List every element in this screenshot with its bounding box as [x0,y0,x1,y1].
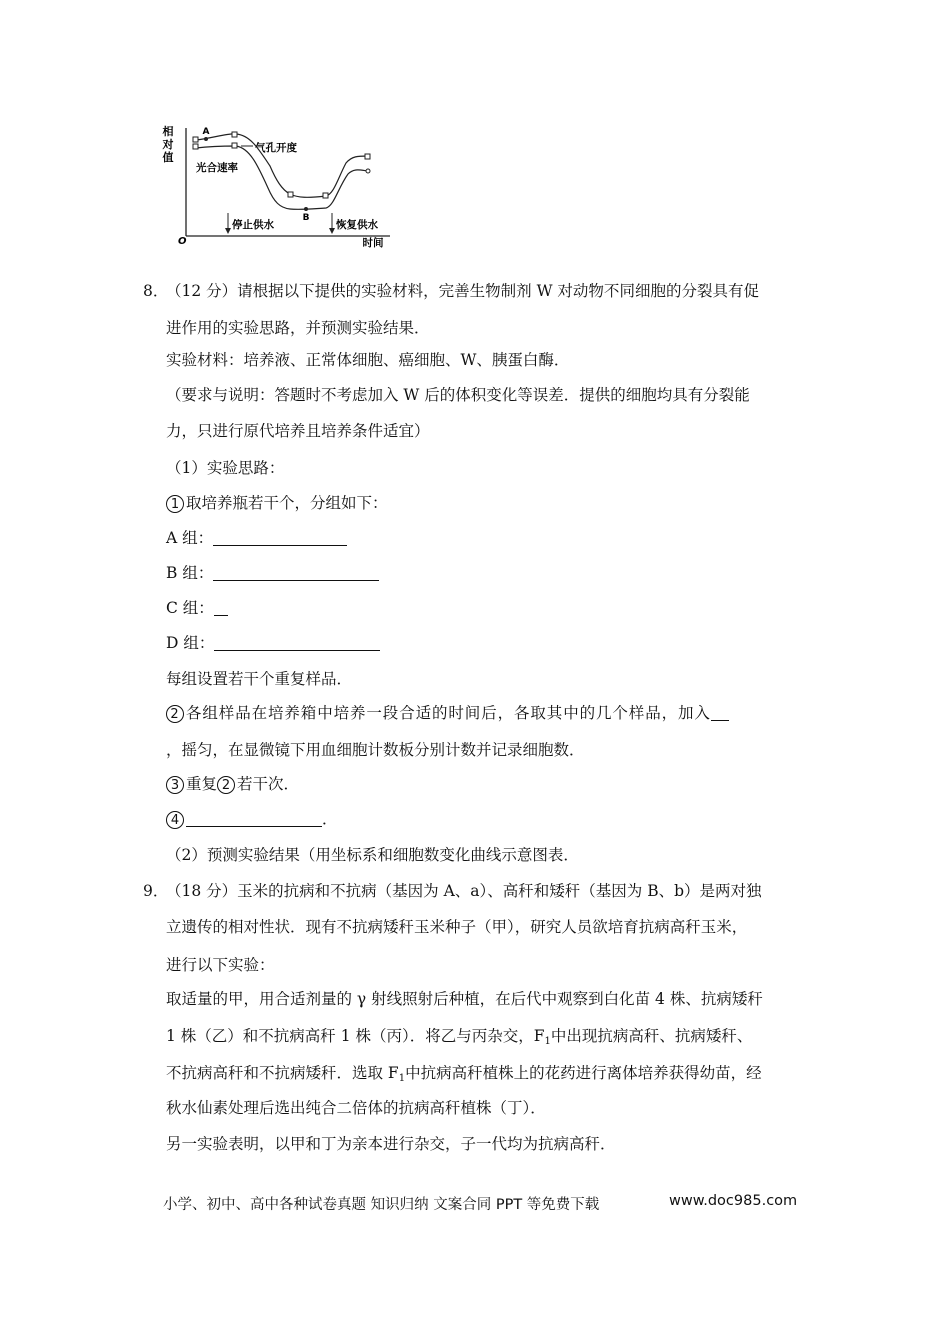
q8-group-d [166,633,380,653]
q8-part2: （2）预测实验结果（用坐标系和细胞数变化曲线示意图表． [166,846,579,864]
q8-group-c [166,598,228,618]
q8-group-a [166,528,347,548]
x-axis-label: 时间 [362,237,384,249]
q8-repeat: 每组设置若干个重复样品． [166,670,353,688]
q9-line5-sub: 1 [544,1036,551,1047]
y-axis-label-3: 值 [162,151,174,164]
y-axis-label-1: 相 [162,125,174,138]
stop-water-arrowhead [225,228,231,234]
q8-step4 [166,809,338,829]
q8-line5: 力，只进行原代培养且培养条件适宜） [166,422,430,440]
q8-step1 [166,493,388,513]
q8-step2 [166,703,729,723]
point-a [204,137,208,141]
q8-line3: 实验材料：培养液、正常体细胞、癌细胞、W、胰蛋白酶． [166,351,570,369]
marker [366,169,370,173]
resume-water-label: 恢复供水 [336,219,378,231]
q8-step3-a: 重复 [186,775,218,793]
origin-label: O [178,236,187,247]
photosynthesis-rate-label: 光合速率 [196,162,238,174]
circled-number: 4 [166,811,184,829]
group-c-label: C 组： [166,599,214,617]
marker [232,132,237,137]
q8-step3 [166,774,299,794]
q9-line2: 立遗传的相对性状．现有不抗病矮秆玉米种子（甲），研究人员欲培育抗病高秆玉米， [166,918,748,936]
label-b: B [302,213,310,223]
marker [232,143,237,148]
q8-part1: （1）实验思路： [166,459,285,477]
circled-number: 1 [166,495,184,513]
q9-number: 9． [143,882,169,900]
q9-line6-sub: 1 [398,1073,406,1084]
resume-water-arrowhead [329,228,335,234]
q8-step2-cont: ，摇匀，在显微镜下用血细胞计数板分别计数并记录细胞数． [166,741,585,759]
marker [193,137,198,142]
q9-line6 [166,1063,762,1089]
relative-value-chart [158,118,398,258]
q8-number: 8． [143,282,169,300]
group-d-label: D 组： [166,634,215,652]
circled-number: 2 [166,705,184,723]
q9-line6-a: 不抗病高秆和不抗病矮秆．选取 F [166,1064,399,1082]
q8-line2: 进作用的实验思路，并预测实验结果． [166,319,430,337]
answer-blank[interactable] [214,599,228,616]
q8-line1: （12 分）请根据以下提供的实验材料，完善生物制剂 W 对动物不同细胞的分裂具有促 [166,282,759,300]
marker [288,192,293,197]
group-a-label: A 组： [166,529,214,547]
q8-group-b [166,563,379,583]
answer-blank[interactable] [213,564,379,581]
answer-blank[interactable] [186,810,322,827]
q9-line1: （18 分）玉米的抗病和不抗病（基因为 A、a）、高秆和矮秆（基因为 B、b）是两对独 [166,882,762,900]
q9-line3: 进行以下实验： [166,956,275,974]
label-a: A [202,127,210,137]
q9-line8: 另一实验表明，以甲和丁为亲本进行杂交，子一代均为抗病高秆． [166,1135,616,1153]
marker [365,154,370,159]
point-b [304,207,308,211]
q9-line6-b: 中抗病高秆植株上的花药进行离体培养获得幼苗，经 [405,1064,762,1082]
q9-line4: 取适量的甲，用合适剂量的 γ 射线照射后种植，在后代中观察到白化苗 4 株、抗病矮秆 [166,990,763,1008]
circled-number: 2 [217,776,235,794]
circled-number: 3 [166,776,184,794]
q8-step2-text: 各组样品在培养箱中培养一段合适的时间后，各取其中的几个样品，加入 [186,704,711,722]
q8-step4-end: ． [322,810,338,828]
q9-line5-a: 1 株（乙）和不抗病高秆 1 株（丙）．将乙与丙杂交，F [166,1027,545,1045]
photosynthesis-rate-curve [196,146,368,209]
q9-line7: 秋水仙素处理后选出纯合二倍体的抗病高秆植株（丁）． [166,1099,546,1117]
q8-step1-text: 取培养瓶若干个，分组如下： [186,494,388,512]
answer-blank[interactable] [711,704,729,721]
stop-water-label: 停止供水 [232,219,274,231]
answer-blank[interactable] [214,634,380,651]
answer-blank[interactable] [213,529,347,546]
marker [193,144,198,149]
group-b-label: B 组： [166,564,214,582]
footer-text: 小学、初中、高中各种试卷真题 知识归纳 文案合同 PPT 等免费下载 [163,1197,600,1213]
q9-line5-b: 中出现抗病高秆、抗病矮秆、 [550,1027,753,1045]
y-axis-label-2: 对 [162,138,174,151]
q8-line4: （要求与说明：答题时不考虑加入 W 后的体积变化等误差．提供的细胞均具有分裂能 [166,386,750,404]
marker [323,193,328,198]
q8-step3-b: 若干次． [237,775,300,793]
q9-line5 [166,1026,752,1052]
stomatal-opening-label: 气孔开度 [255,142,297,154]
footer-site[interactable]: www.doc985.com [669,1193,798,1209]
